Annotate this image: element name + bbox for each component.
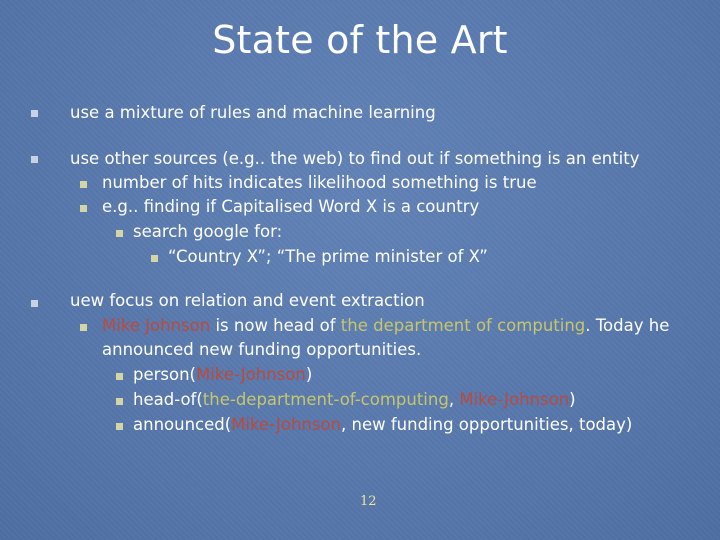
slide-title: State of the Art [212, 18, 508, 62]
bullet-search-google: search google for: [133, 222, 283, 241]
bullet-marker-icon [116, 230, 123, 237]
entity-person: Mike-Johnson [231, 415, 342, 434]
bullet-marker-icon [31, 156, 38, 163]
bullet-marker-icon [116, 398, 123, 405]
bullet-example-sentence-cont: announced new funding opportunities. [102, 340, 422, 359]
bullet-marker-icon [80, 181, 87, 188]
relation-text: ) [305, 365, 313, 384]
relation-text: head-of( [133, 390, 203, 409]
entity-person: Mike-Johnson [196, 365, 306, 384]
bullet-marker-icon [80, 324, 87, 331]
relation-text: person( [133, 365, 196, 384]
relation-text: ) [569, 390, 576, 409]
bullet-marker-icon [116, 373, 123, 380]
entity-person: Mike Johnson [102, 316, 211, 335]
bullet-person-relation [133, 364, 312, 386]
sentence-text: is now head of [210, 316, 341, 335]
sentence-text: . Today he [585, 316, 670, 335]
bullet-rules-ml: use a mixture of rules and machine learning [70, 103, 436, 122]
bullet-country-query: “Country X”; “The prime minister of X” [168, 247, 488, 266]
bullet-marker-icon [151, 255, 158, 262]
bullet-capitalised-word: e.g.. finding if Capitalised Word X is a country [102, 197, 480, 216]
entity-organization: the department of computing [340, 316, 586, 335]
bullet-marker-icon [116, 423, 123, 430]
bullet-example-sentence [102, 315, 669, 337]
bullet-head-of-relation [133, 389, 576, 411]
bullet-other-sources: use other sources (e.g.. the web) to find out if something is an entity [70, 149, 640, 168]
relation-text: , [448, 390, 460, 409]
bullet-relation-extraction: uew focus on relation and event extraction [70, 291, 425, 310]
entity-organization: the-department-of-computing [202, 390, 449, 409]
relation-text: , new funding opportunities, today) [341, 415, 633, 434]
bullet-announced-relation [133, 414, 632, 436]
bullet-number-of-hits: number of hits indicates likelihood something is true [102, 173, 537, 192]
bullet-marker-icon [31, 300, 38, 307]
bullet-marker-icon [80, 205, 87, 212]
entity-person: Mike-Johnson [459, 390, 570, 409]
bullet-marker-icon [31, 110, 38, 117]
relation-text: announced( [133, 415, 232, 434]
page-number: 12 [360, 494, 377, 509]
